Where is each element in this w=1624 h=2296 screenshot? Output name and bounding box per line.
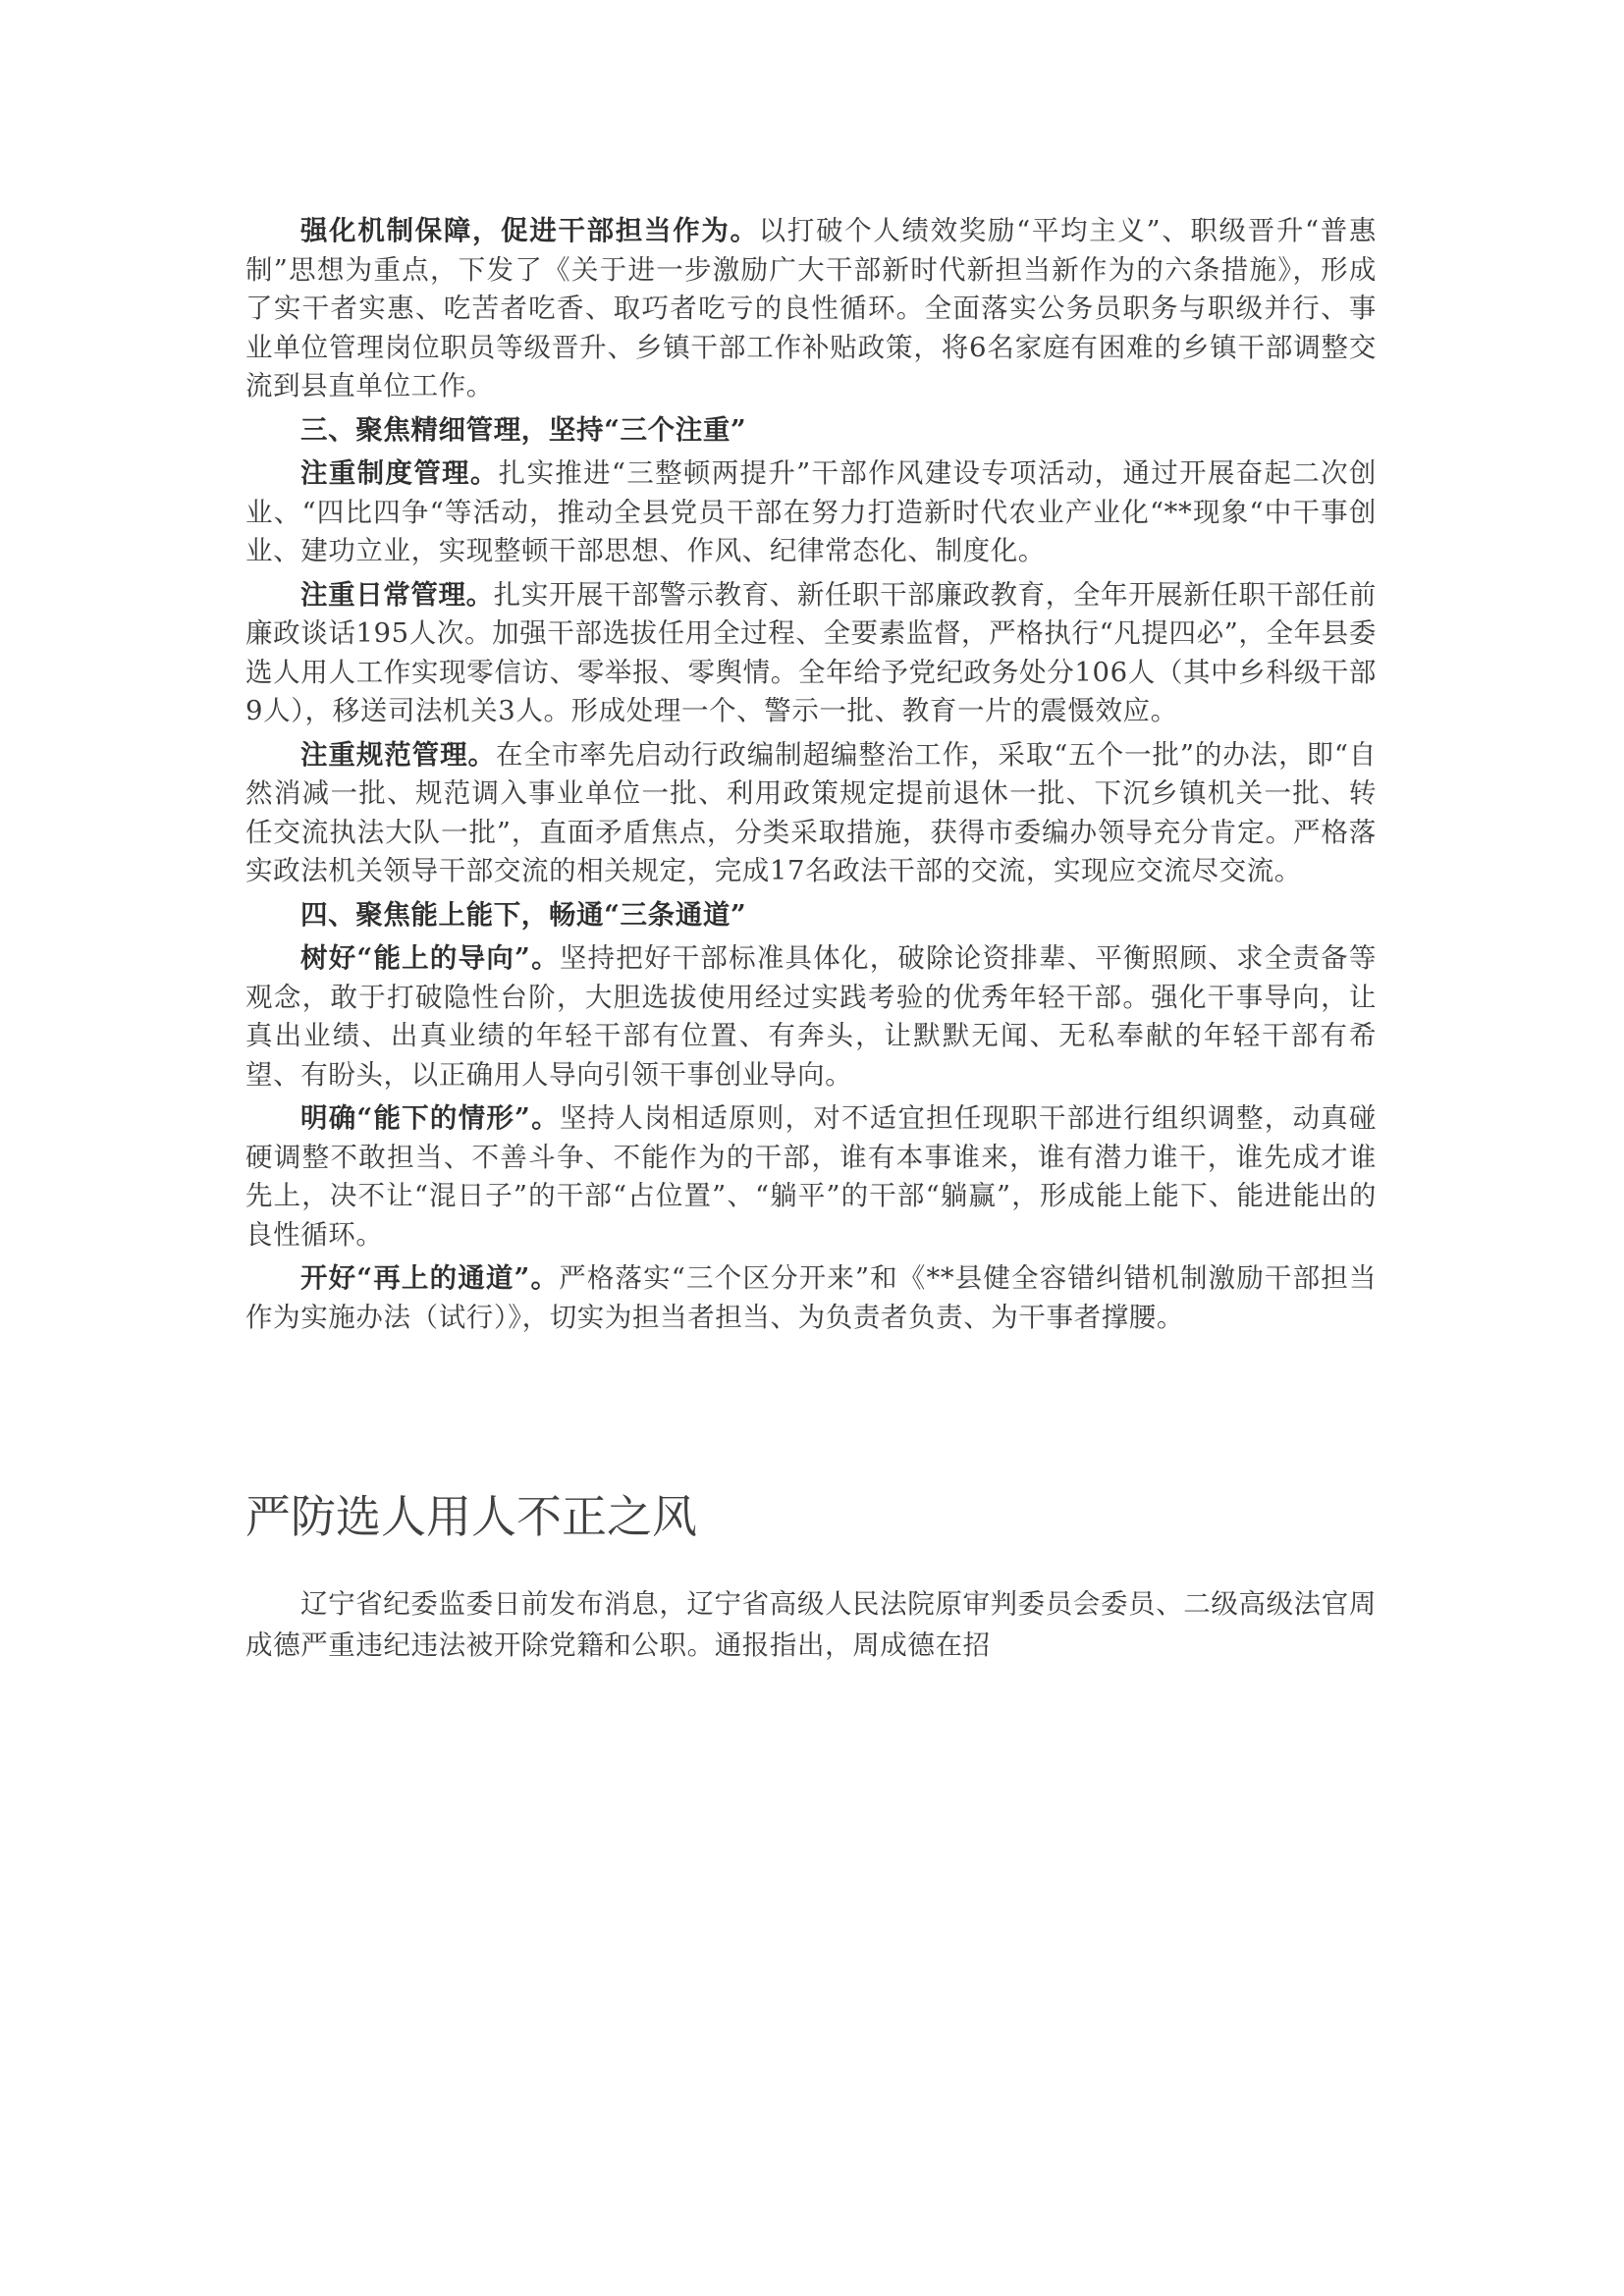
- paragraph-system-management: [245, 454, 1377, 571]
- paragraph-lead: 树好“能上的导向”。: [300, 942, 560, 974]
- paragraph-lead: 强化机制保障，促进干部担当作为。: [300, 215, 759, 246]
- section-body: [245, 1583, 1377, 1666]
- paragraph-text: 以打破个人绩效奖励“平均主义”、职级晋升“普惠制”思想为重点，下发了《关于进一步激励广大干部新时代新担当新作为的六条措施》，形成了实干者实惠、吃苦者吃香、取巧者吃亏的良性循环。全面落实公务员职务与职级并行、事业单位管理岗位职员等级晋升、乡镇干部工作补贴政策，将6名家庭有困难的乡镇干部调整交流到县直单位工作。: [245, 215, 1377, 401]
- paragraph-demotion-cases: [245, 1099, 1377, 1255]
- paragraph-text: 严格落实“三个区分开来”和《**县健全容错纠错机制激励干部担当作为实施办法（试行）》，切实为担当者担当、为负责者负责、为干事者撑腰。: [245, 1262, 1377, 1333]
- paragraph-lead: 注重制度管理。: [300, 457, 499, 489]
- paragraph-text: 坚持人岗相适原则，对不适宜担任现职干部进行组织调整，动真碰硬调整不敢担当、不善斗争、不能作为的干部，谁有本事谁来，谁有潜力谁干，谁先成才谁先上，决不让“混日子”的干部“占位置”、“躺平”的干部“躺赢”，形成能上能下、能进能出的良性循环。: [245, 1102, 1377, 1251]
- paragraph-text: 扎实开展干部警示教育、新任职干部廉政教育，全年开展新任职干部任前廉政谈话195人次。加强干部选拔任用全过程、全要素监督，严格执行“凡提四必”，全年县委选人用人工作实现零信访、零举报、零舆情。全年给予党纪政务处分106人（其中乡科级干部9人），移送司法机关3人。形成处理一个、警示一批、教育一片的震慑效应。: [245, 578, 1377, 726]
- paragraph-lead: 开好“再上的通道”。: [300, 1262, 560, 1294]
- paragraph-promotion-guidance: [245, 939, 1377, 1095]
- heading-section-four: 四、聚焦能上能下，畅通“三条通道”: [300, 898, 747, 931]
- paragraph-lead: 明确“能下的情形”。: [300, 1102, 560, 1134]
- paragraph-lead: 注重日常管理。: [300, 578, 494, 611]
- paragraph-mechanism-guarantee: [245, 212, 1377, 406]
- section-spacer: [245, 1342, 1377, 1487]
- heading-section-three: 三、聚焦精细管理，坚持“三个注重”: [300, 413, 747, 446]
- paragraph-standard-management: [245, 736, 1377, 891]
- paragraph-lead: 注重规范管理。: [300, 738, 496, 771]
- paragraph-text: 扎实推进“三整顿两提升”干部作风建设专项活动，通过开展奋起二次创业、“四比四争“等活动，推动全县党员干部在努力打造新时代农业产业化“**现象“中干事创业、建功立业，实现整顿干部思想、作风、纪律常态化、制度化。: [245, 457, 1377, 566]
- paragraph-text: 坚持把好干部标准具体化，破除论资排辈、平衡照顾、求全责备等观念，敢于打破隐性台阶，大胆选拔使用经过实践考验的优秀年轻干部。强化干事导向，让真出业绩、出真业绩的年轻干部有位置、有奔头，让默默无闻、无私奉献的年轻干部有希望、有盼头，以正确用人导向引领干事创业导向。: [245, 942, 1377, 1091]
- paragraph-liaoning-news: 辽宁省纪委监委日前发布消息，辽宁省高级人民法院原审判委员会委员、二级高级法官周成德严重违纪违法被开除党籍和公职。通报指出，周成德在招: [245, 1588, 1377, 1661]
- section-title: 严防选人用人不正之风: [245, 1490, 697, 1543]
- paragraph-text: 在全市率先启动行政编制超编整治工作，采取“五个一批”的办法，即“自然消减一批、规范调入事业单位一批、利用政策规定提前退休一批、下沉乡镇机关一批、转任交流执法大队一批”，直面矛盾焦点，分类采取措施，获得市委编办领导充分肯定。严格落实政法机关领导干部交流的相关规定，完成17名政法干部的交流，实现应交流尽交流。: [245, 738, 1377, 886]
- paragraph-re-promotion-channel: [245, 1259, 1377, 1337]
- paragraph-daily-management: [245, 576, 1377, 731]
- document-page: [245, 212, 1377, 1666]
